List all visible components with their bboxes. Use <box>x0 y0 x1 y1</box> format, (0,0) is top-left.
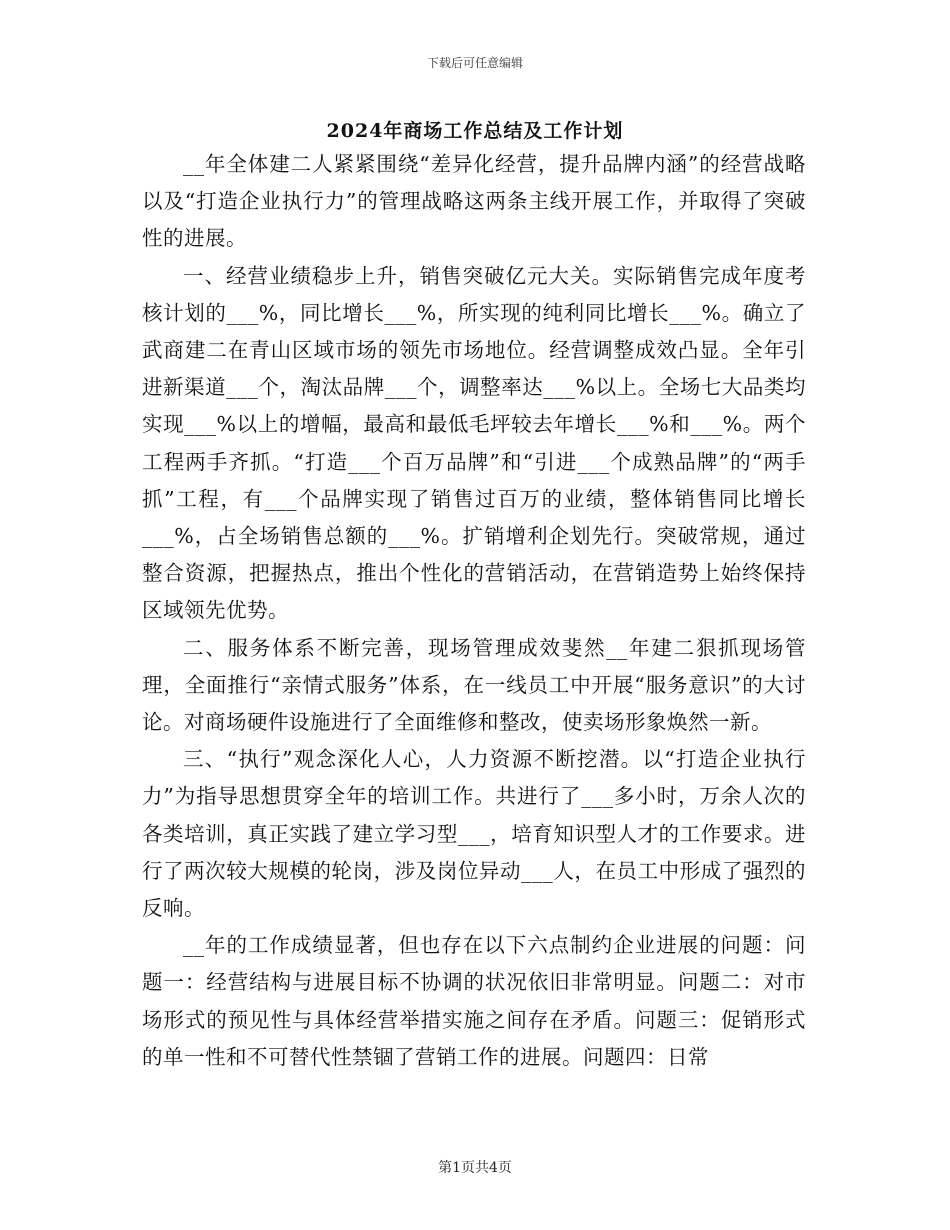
paragraph-section-3: 三、“执行”观念深化人心，人力资源不断挖潜。以“打造企业执行力”为指导思想贯穿全年的培训工作。共进行了___多小时，万余人次的各类培训，真正实践了建立学习型___，培育知识型人才的工作要求。进行了两次较大规模的轮岗，涉及岗位异动___人，在员工中形成了强烈的反响。 <box>142 747 806 921</box>
document-body <box>142 146 806 1076</box>
paragraph-problems: __年的工作成绩显著，但也存在以下六点制约企业进展的问题：问题一：经营结构与进展目标不协调的状况依旧非常明显。问题二：对市场形式的预见性与具体经营举措实施之间存在矛盾。问题三：促销形式的单一性和不可替代性禁锢了营销工作的进展。问题四：日常 <box>142 933 806 1069</box>
document-title: 2024年商场工作总结及工作计划 <box>326 120 624 142</box>
paragraph-intro: __年全体建二人紧紧围绕“差异化经营，提升品牌内涵”的经营战略以及“打造企业执行力”的管理战略这两条主线开展工作，并取得了突破性的进展。 <box>142 152 806 251</box>
header-note: 下载后可任意编辑 <box>426 56 523 70</box>
paragraph-section-1: 一、经营业绩稳步上升，销售突破亿元大关。实际销售完成年度考核计划的___%，同比增长___%，所实现的纯利同比增长___%。确立了武商建二在青山区域市场的领先市场地位。经营调整成效凸显。全年引进新渠道___个，淘汰品牌___个，调整率达___%以上。全场七大品类均实现___%以上的增幅，最高和最低毛坪较去年增长___%和___%。两个工程两手齐抓。“打造___个百万品牌”和“引进___个成熟品牌”的“两手抓”工程，有___个品牌实现了销售过百万的业绩，整体销售同比增长___%，占全场销售总额的___%。扩销增利企划先行。突破常规，通过整合资源，把握热点，推出个性化的营销活动，在营销造势上始终保持区域领先优势。 <box>142 263 806 623</box>
paragraph-section-2: 二、服务体系不断完善，现场管理成效斐然__年建二狠抓现场管理，全面推行“亲情式服务”体系，在一线员工中开展“服务意识”的大讨论。对商场硬件设施进行了全面维修和整改，使卖场形象焕然一新。 <box>142 635 806 735</box>
page-number-footer: 第1页共4页 <box>438 1160 512 1176</box>
